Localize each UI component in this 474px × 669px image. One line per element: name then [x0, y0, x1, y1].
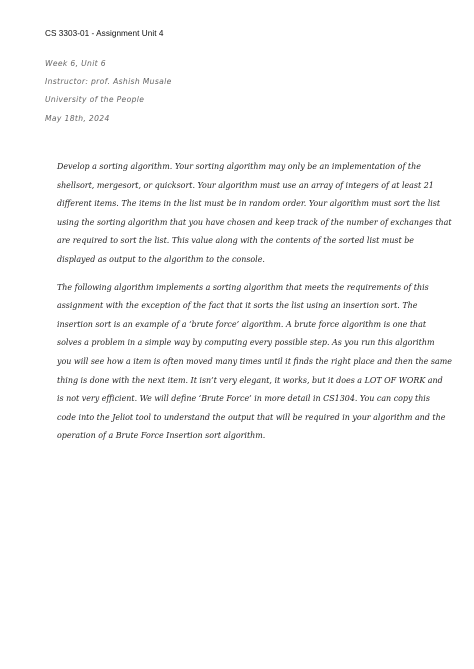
paragraph-line: assignment with the exception of the fact that it sorts the list using an insertion sort. The	[57, 301, 418, 311]
meta-week: Week 6, Unit 6	[45, 59, 106, 68]
paragraph-line: different items. The items in the list must be in random order. Your algorithm must sort the list	[57, 199, 441, 209]
paragraph-line: Develop a sorting algorithm. Your sorting algorithm may only be an implementation of the	[57, 162, 421, 171]
paragraph-line: displayed as output to the algorithm to the console.	[57, 254, 265, 264]
paragraph-assignment-prompt	[57, 158, 452, 270]
paragraph-line: is not very efficient. We will define ‘Brute Force’ in more detail in CS1304. You can copy this	[57, 394, 430, 404]
paragraph-line: The following algorithm implements a sorting algorithm that meets the requirements of this	[57, 282, 429, 292]
paragraph-line: insertion sort is an example of a ‘brute force’ algorithm. A brute force algorithm is one that	[57, 319, 427, 329]
paragraph-insertion-sort-explanation	[57, 279, 452, 446]
paragraph-line: shellsort, mergesort, or quicksort. Your algorithm must use an array of integers of at least 21	[57, 180, 434, 190]
paragraph-line: using the sorting algorithm that you have chosen and keep track of the number of exchanges that	[57, 217, 452, 227]
paragraph-line: code into the Jeliot tool to understand the output that will be required in your algorithm and the	[57, 412, 446, 422]
paragraph-line: are required to sort the list. This value along with the contents of the sorted list must be	[57, 236, 414, 246]
paragraph-line: operation of a Brute Force Insertion sort algorithm.	[57, 431, 266, 441]
document-meta-block	[45, 55, 172, 128]
meta-date: May 18th, 2024	[45, 113, 110, 123]
meta-instructor: Instructor: prof. Ashish Musale	[45, 77, 172, 87]
document-body	[57, 158, 452, 455]
paragraph-line: you will see how a item is often moved many times until it finds the right place and then the same	[57, 356, 452, 366]
document-header-title: CS 3303-01 - Assignment Unit 4	[45, 29, 164, 38]
paragraph-line: solves a problem in a simple way by computing every possible step. As you run this algorithm	[57, 338, 435, 348]
paragraph-line: thing is done with the next item. It isn’t very elegant, it works, but it does a LOT OF WORK and	[57, 375, 443, 385]
meta-university: University of the People	[45, 95, 145, 105]
